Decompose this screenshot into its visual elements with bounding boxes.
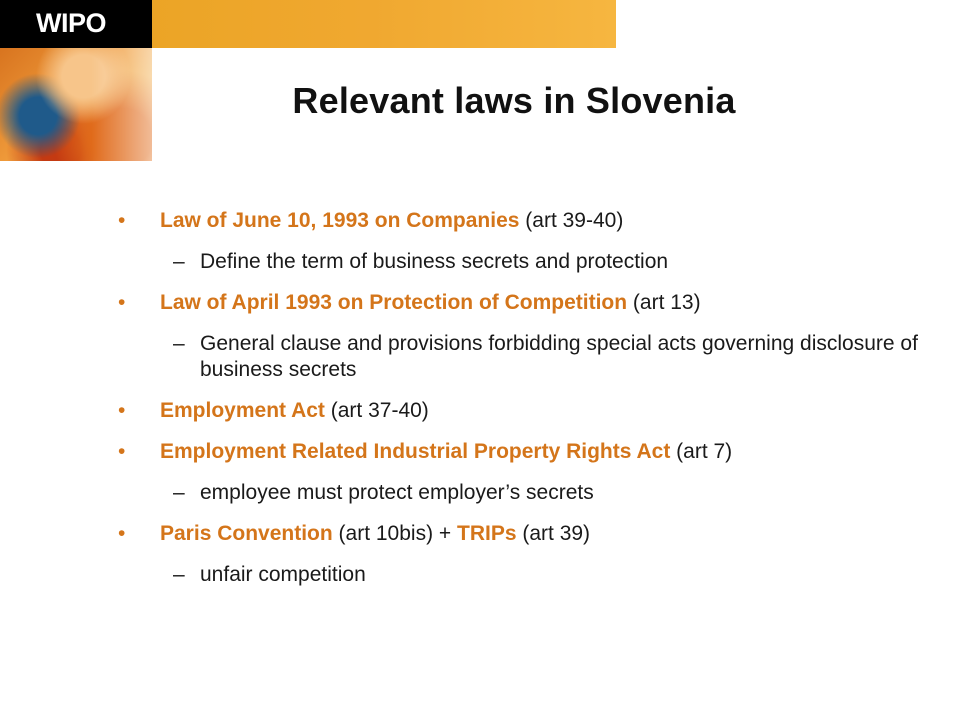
- article-ref: (art 7): [670, 440, 733, 463]
- bullet-item: [118, 398, 918, 424]
- bullet-icon: •: [118, 209, 126, 232]
- logo-text: WIPO: [36, 8, 106, 38]
- bullet-item: [118, 290, 918, 316]
- sub-bullet-item: [118, 249, 918, 275]
- article-ref: (art 13): [627, 291, 701, 314]
- article-ref: (art 37-40): [324, 399, 429, 422]
- dash-icon: –: [173, 332, 185, 355]
- dash-icon: –: [173, 563, 185, 586]
- bullet-item: [118, 439, 918, 465]
- bullet-list: [118, 208, 918, 603]
- dash-icon: –: [173, 481, 185, 504]
- bullet-icon: •: [118, 291, 126, 314]
- bullet-icon: •: [118, 440, 126, 463]
- law-name: Law of June 10, 1993 on Companies: [160, 209, 520, 232]
- sub-bullet-text: unfair competition: [200, 563, 366, 586]
- sub-bullet-text: General clause and provisions forbidding special acts governing disclosure of business secrets: [200, 332, 918, 381]
- bullet-item: [118, 521, 918, 547]
- law-name: Employment Act: [160, 399, 325, 422]
- dash-icon: –: [173, 250, 185, 273]
- sub-bullet-item: [118, 480, 918, 506]
- bullet-item: [118, 208, 918, 234]
- article-ref: (art 39-40): [519, 209, 624, 232]
- law-name-secondary: TRIPs: [457, 522, 517, 545]
- wipo-logo: [0, 0, 152, 48]
- law-name: Paris Convention: [160, 522, 333, 545]
- slide-title: Relevant laws in Slovenia: [292, 80, 736, 121]
- law-name: Law of April 1993 on Protection of Competition: [160, 291, 628, 314]
- sub-bullet-item: [118, 562, 918, 588]
- bullet-icon: •: [118, 522, 126, 545]
- article-ref: (art 10bis) +: [332, 522, 458, 545]
- sub-bullet-text: employee must protect employer’s secrets: [200, 481, 594, 504]
- law-name: Employment Related Industrial Property Rights Act: [160, 440, 671, 463]
- bullet-icon: •: [118, 399, 126, 422]
- sub-bullet-item: [118, 331, 918, 383]
- article-ref-secondary: (art 39): [516, 522, 591, 545]
- sub-bullet-text: Define the term of business secrets and protection: [200, 250, 669, 273]
